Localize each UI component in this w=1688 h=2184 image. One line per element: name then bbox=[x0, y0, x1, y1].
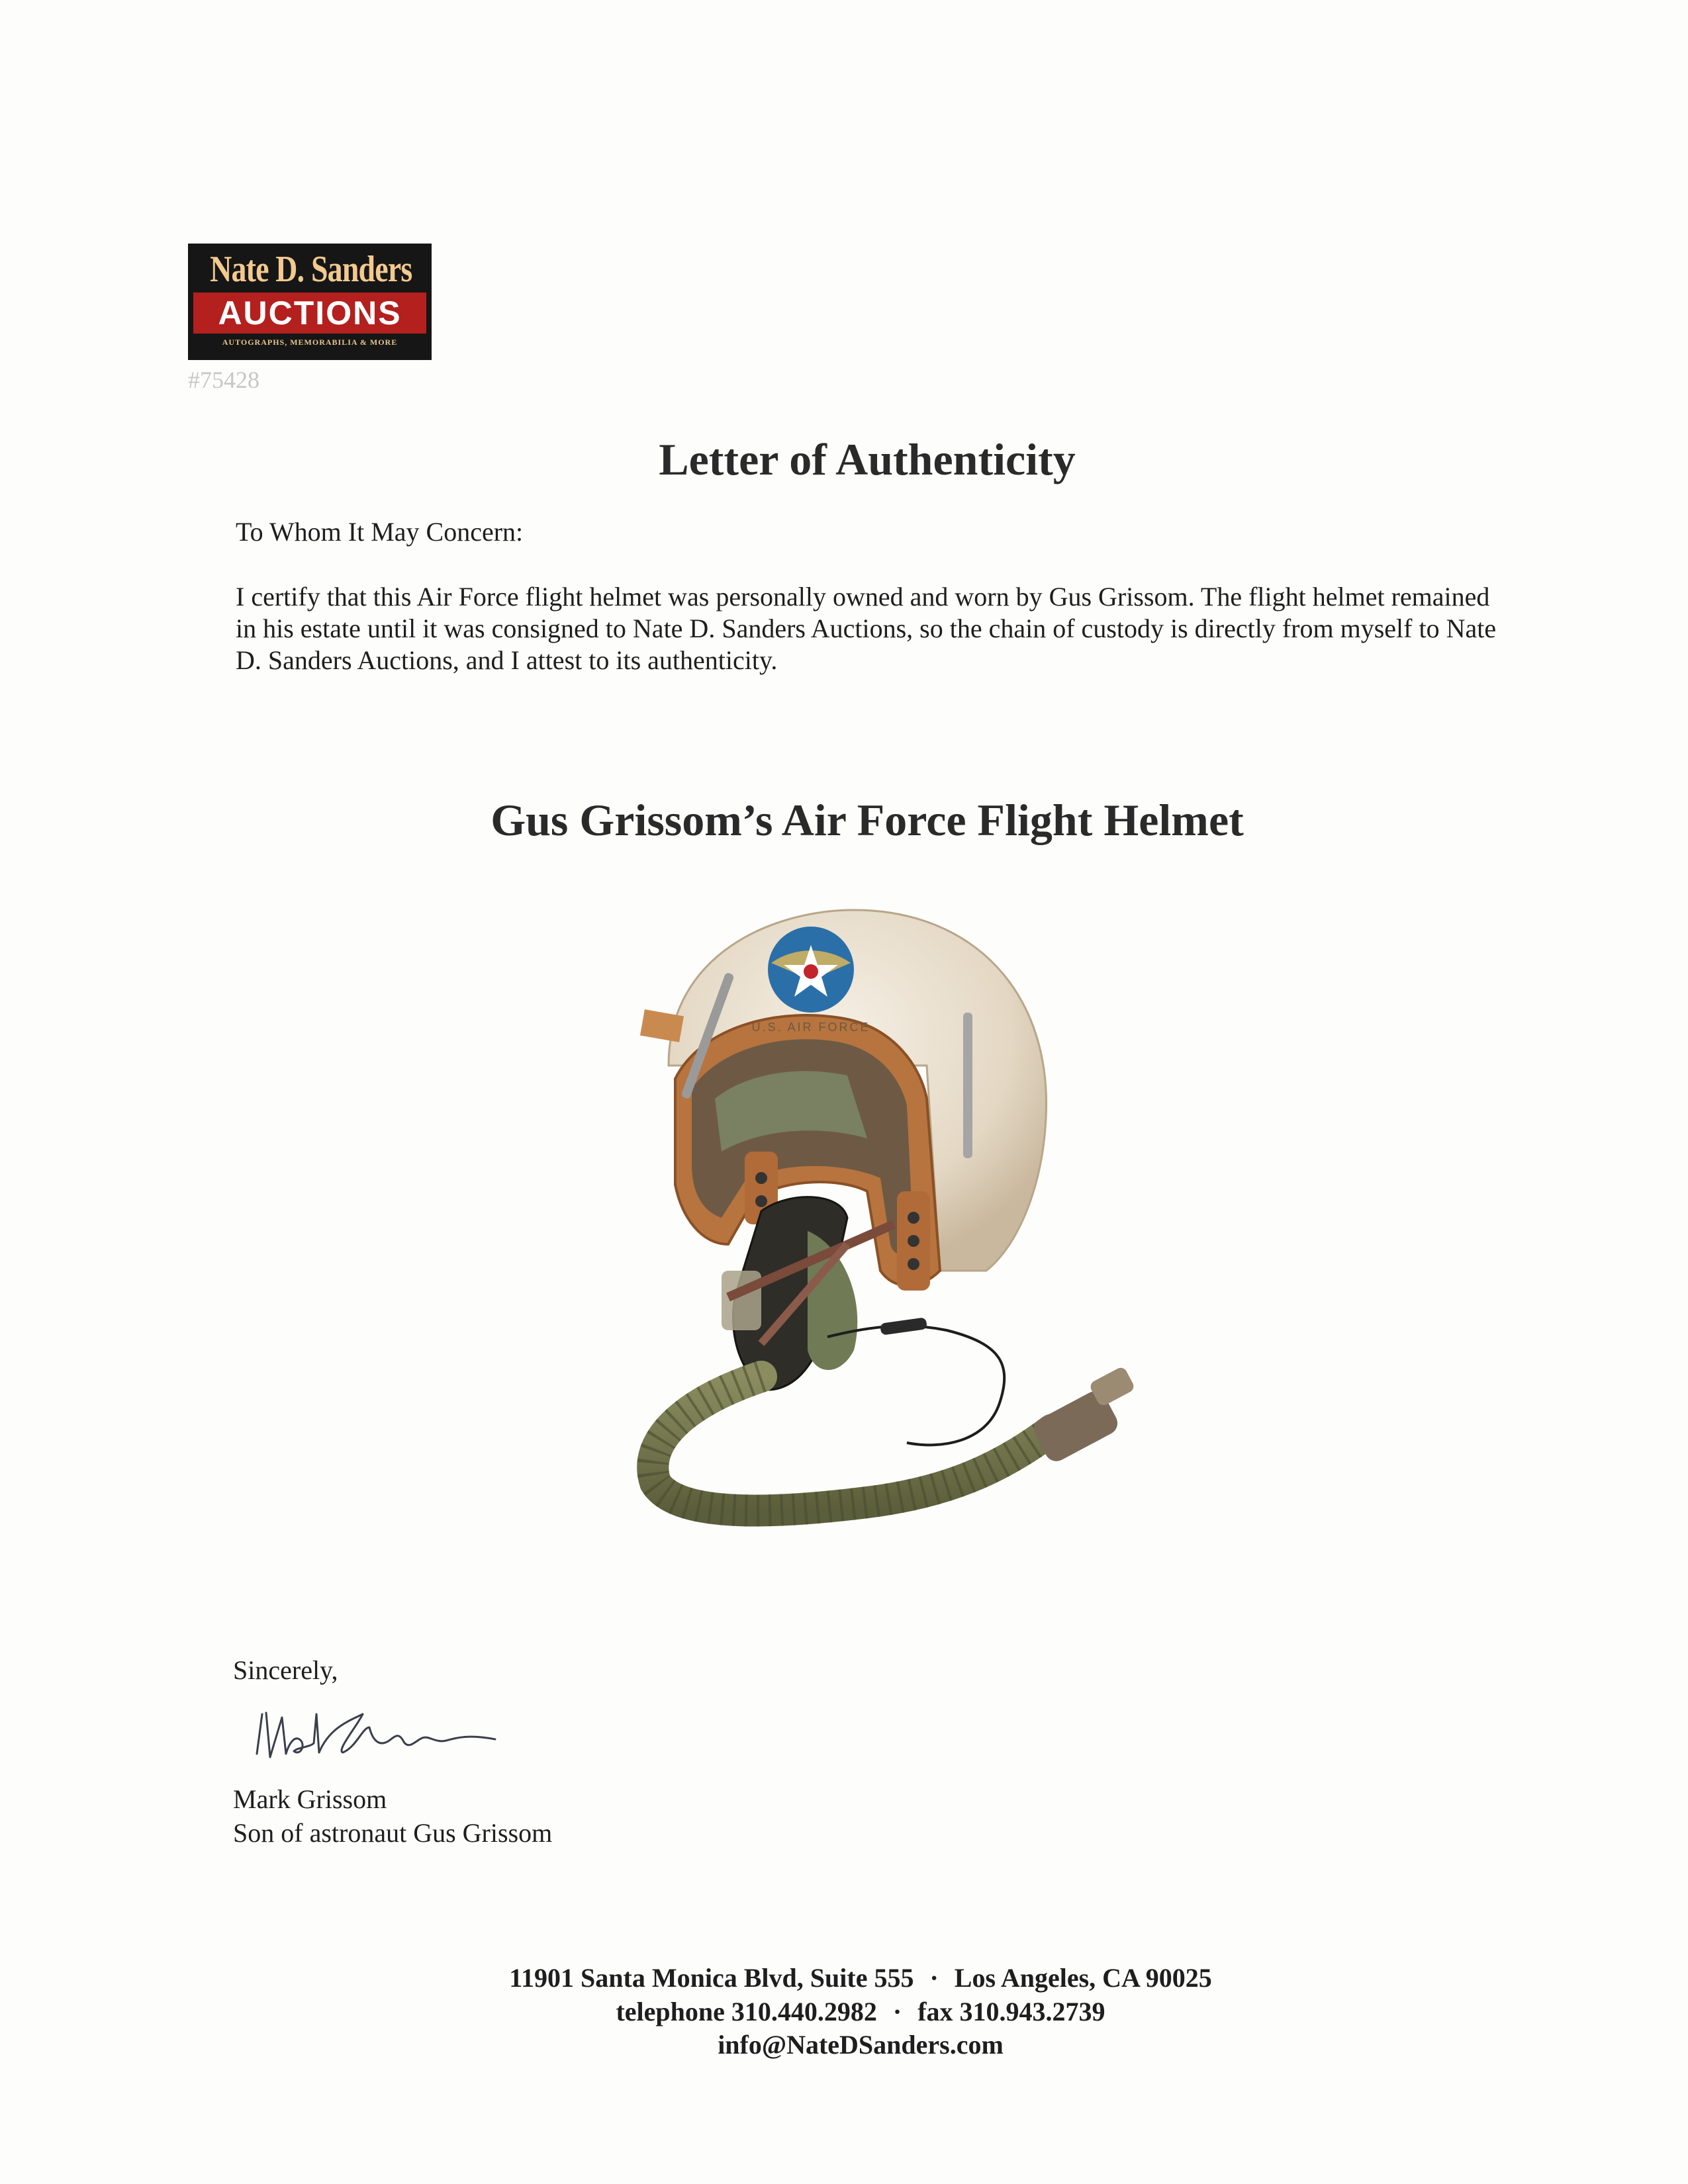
company-logo bbox=[188, 244, 432, 360]
item-title: Gus Grissom’s Air Force Flight Helmet bbox=[491, 795, 1244, 845]
logo-auctions: AUCTIONS bbox=[193, 293, 426, 334]
logo-tagline: AUTOGRAPHS, MEMORABILIA & MORE bbox=[222, 338, 398, 347]
footer-email[interactable]: info@NateDSanders.com bbox=[718, 2030, 1004, 2060]
footer-separator: · bbox=[892, 1997, 902, 2026]
signer-title: Son of astronaut Gus Grissom bbox=[233, 1818, 553, 1848]
inventory-number: #75428 bbox=[188, 367, 259, 393]
footer-address-line bbox=[0, 1962, 1688, 1993]
document-title: Letter of Authenticity bbox=[659, 434, 1076, 484]
handwritten-signature bbox=[250, 1701, 502, 1774]
helmet-photo bbox=[629, 900, 1145, 1535]
footer-city: Los Angeles, CA 90025 bbox=[954, 1963, 1212, 1993]
footer-address: 11901 Santa Monica Blvd, Suite 555 bbox=[509, 1963, 914, 1993]
certification-text: I certify that this Air Force flight helmet was personally owned and worn by Gus Grissom. The flight helmet remained in his estate until it was consigned to Nate D. Sanders Auctions, so the chain of custody is directly from myself to Nate D. Sanders Auctions, and I attest to its authenticity. bbox=[236, 582, 1497, 675]
footer-phone-line bbox=[0, 1996, 1688, 2027]
footer-fax: fax 310.943.2739 bbox=[917, 1997, 1105, 2026]
signer-name: Mark Grissom bbox=[233, 1784, 387, 1814]
salutation: To Whom It May Concern: bbox=[236, 517, 524, 547]
footer-separator: · bbox=[929, 1963, 939, 1993]
logo-name: Nate D. Sanders bbox=[210, 249, 412, 290]
footer-telephone: telephone 310.440.2982 bbox=[616, 1997, 877, 2026]
helmet-label: U.S. AIR FORCE bbox=[751, 1021, 870, 1034]
closing: Sincerely, bbox=[233, 1655, 338, 1685]
